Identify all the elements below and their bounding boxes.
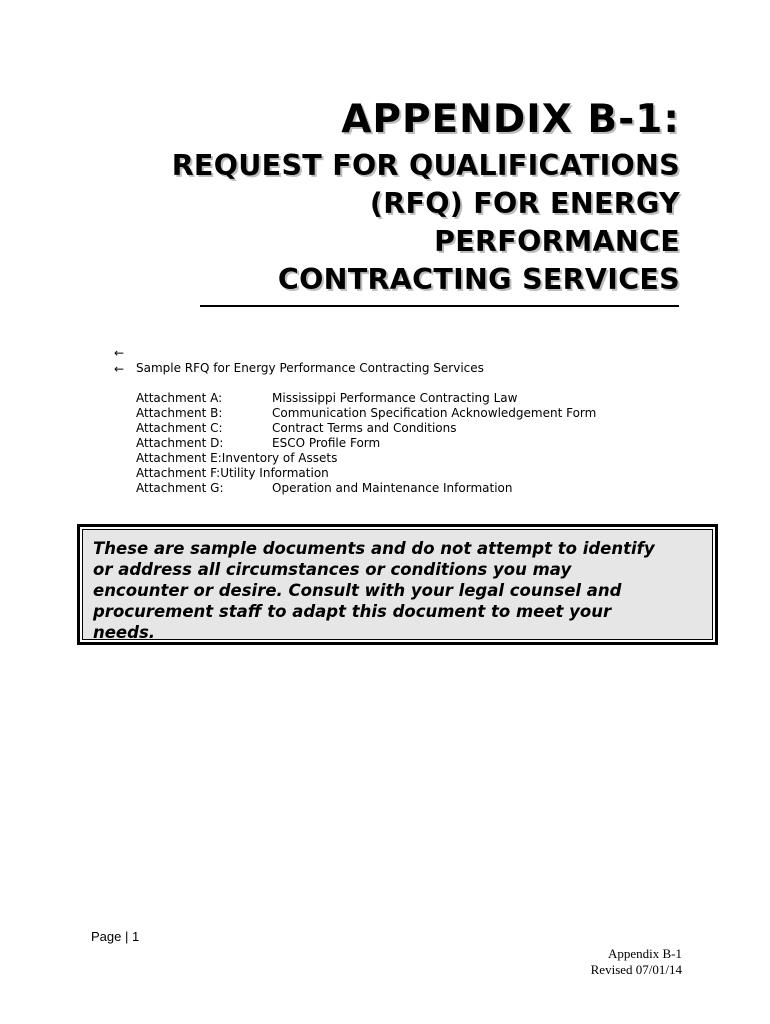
disclaimer-line: procurement staff to adapt this document to meet your	[93, 602, 612, 621]
attachment-list	[136, 391, 656, 496]
disclaimer-box	[77, 524, 718, 645]
appendix-title: APPENDIX B-1:	[341, 97, 680, 142]
footer-revision-block	[591, 946, 682, 978]
disclaimer-line: needs.	[93, 623, 156, 642]
subtitle-line: CONTRACTING SERVICES	[277, 263, 680, 296]
left-arrow-icon: ←	[114, 346, 125, 360]
attachment-description: Communication Specification Acknowledgement Form	[272, 406, 597, 420]
subtitle-line: (RFQ) FOR ENERGY	[369, 187, 680, 220]
subtitle-line: REQUEST FOR QUALIFICATIONS	[171, 149, 680, 182]
attachment-row	[136, 481, 656, 496]
attachment-row	[136, 436, 656, 451]
sample-rfq-item: Sample RFQ for Energy Performance Contracting Services	[136, 361, 484, 375]
title-underline-rule	[200, 305, 679, 307]
disclaimer-line: encounter or desire. Consult with your legal counsel and	[93, 581, 622, 600]
attachment-label: Attachment A:	[136, 391, 223, 405]
disclaimer-line: or address all circumstances or conditions you may	[93, 560, 572, 579]
attachment-row	[136, 421, 656, 436]
attachment-description: Utility Information	[220, 466, 329, 480]
attachment-label: Attachment F:	[136, 466, 221, 480]
title-block	[90, 96, 680, 299]
attachment-row	[136, 391, 656, 406]
disclaimer-line: These are sample documents and do not attempt to identify	[93, 539, 655, 558]
attachment-label: Attachment G:	[136, 481, 224, 495]
attachment-description: Mississippi Performance Contracting Law	[272, 391, 518, 405]
attachment-row	[136, 406, 656, 421]
subtitle-line: PERFORMANCE	[434, 225, 680, 258]
disclaimer-text	[93, 538, 703, 643]
attachment-description: ESCO Profile Form	[272, 436, 381, 450]
footer-revised-date: Revised 07/01/14	[590, 962, 682, 977]
attachment-description: Operation and Maintenance Information	[272, 481, 513, 495]
attachment-label: Attachment B:	[136, 406, 223, 420]
page-number: Page | 1	[91, 929, 140, 944]
attachment-row	[136, 451, 656, 466]
attachment-label: Attachment C:	[136, 421, 223, 435]
attachment-label: Attachment E:	[136, 451, 222, 465]
attachment-description: Contract Terms and Conditions	[272, 421, 457, 435]
document-subtitle	[90, 147, 680, 299]
attachment-description: Inventory of Assets	[221, 451, 338, 465]
footer-appendix-label: Appendix B-1	[607, 946, 682, 961]
attachment-row	[136, 466, 656, 481]
left-arrow-icon: ←	[114, 362, 125, 376]
attachment-label: Attachment D:	[136, 436, 224, 450]
disclaimer-box-inner	[82, 529, 713, 640]
